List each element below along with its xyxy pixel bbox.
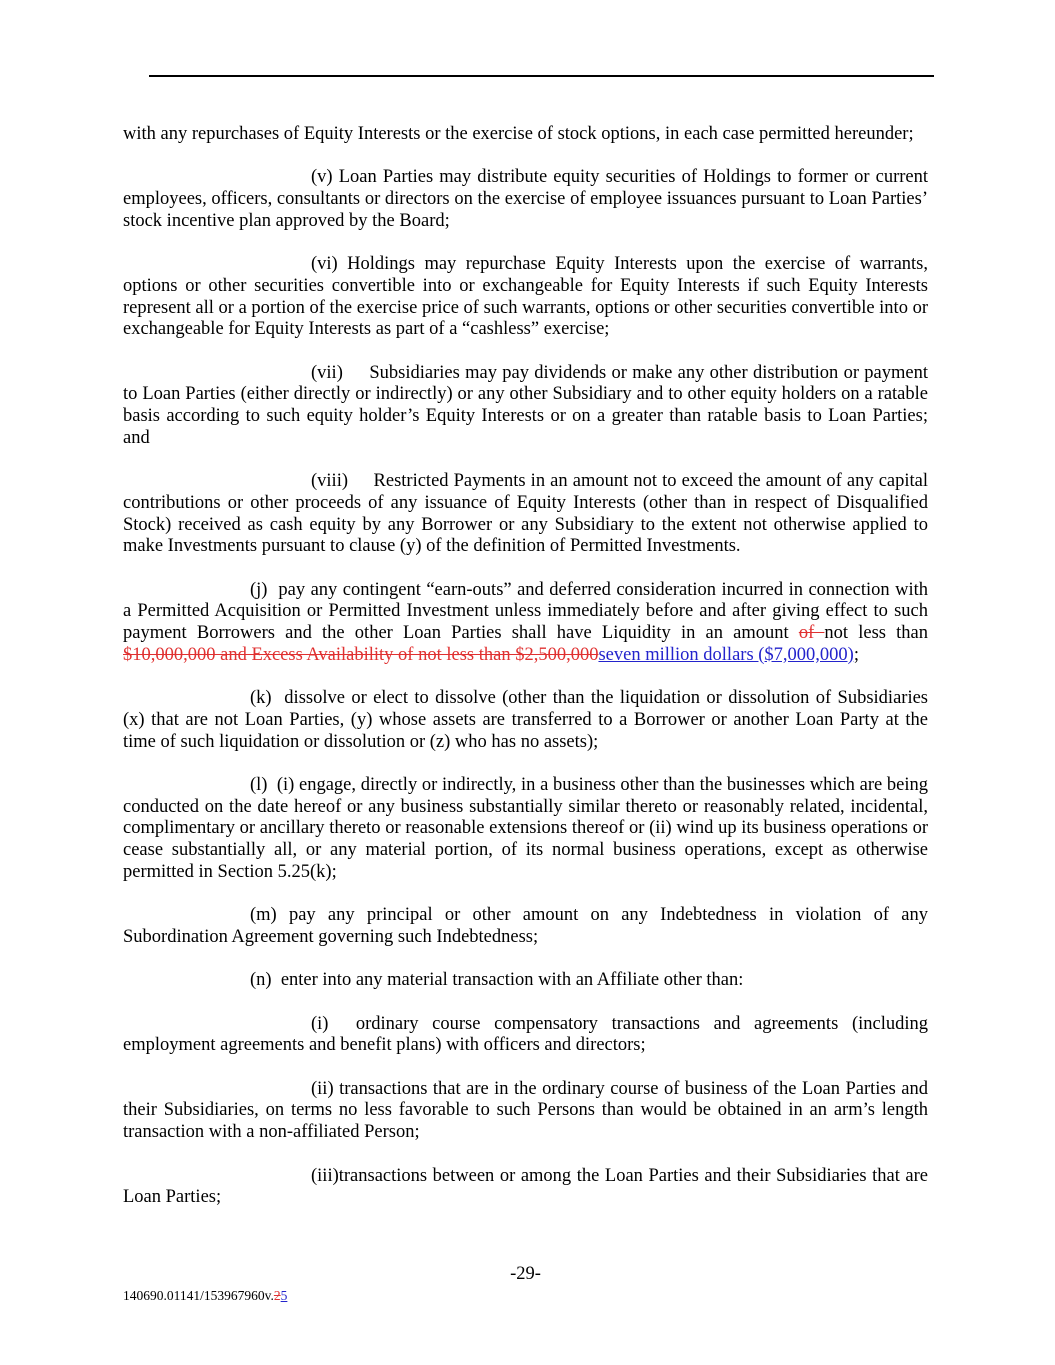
- text-run: (k) dissolve or elect to dissolve (other than the liquidation or dissolution of Subsidiaries (x) that are not Loan Parties, (y) whose assets are transferred to a Borrower or another Loan Party at the time of such liquidation or dissolution or (z) who has no assets);: [123, 688, 928, 752]
- paragraph-vii: [123, 363, 928, 450]
- paragraph-rom-ii: [123, 1079, 928, 1144]
- text-run: (iii)transactions between or among the Loan Parties and their Subsidiaries that are Loan Parties;: [123, 1165, 928, 1208]
- text-run: (n) enter into any material transaction with an Affiliate other than:: [250, 970, 744, 991]
- deleted-text: $10,000,000 and Excess Availability of not less than $2,500,000: [123, 644, 599, 665]
- paragraph-l: [123, 775, 928, 884]
- paragraph-v: [123, 167, 928, 232]
- paragraph-rom-i: [123, 1014, 928, 1057]
- paragraph-n: [123, 970, 928, 992]
- paragraph-j: [123, 580, 928, 667]
- text-run: (l) (i) engage, directly or indirectly, in a business other than the businesses which are being conducted on the date hereof or any business substantially similar thereto or reasonably related, incidental, complimentary or ancillary thereto or reasonable extensions thereof or (ii) wind up its business operations or cease substantially all, or any material portion, of its normal business operations, except as otherwise permitted in Section 5.25(k);: [123, 774, 928, 882]
- inserted-text: seven million dollars ($7,000,000): [598, 644, 854, 665]
- paragraph-k: [123, 688, 928, 753]
- text-run: (i) ordinary course compensatory transactions and agreements (including employment agreements and benefit plans) with officers and directors;: [123, 1013, 928, 1056]
- deleted-text: of: [798, 623, 825, 644]
- header-rule: [149, 75, 934, 77]
- text-run: (vii) Subsidiaries may pay dividends or make any other distribution or payment to Loan Parties (either directly or indirectly) or any other Subsidiary and to other equity holders on a ratable basis according to such equity holder’s Equity Interests or on a greater than ratable basis to Loan Parties; and: [123, 362, 928, 448]
- text-run: (ii) transactions that are in the ordinary course of business of the Loan Parties and their Subsidiaries, on terms no less favorable to such Persons than would be obtained in an arm’s length transaction with a non-affiliated Person;: [123, 1078, 928, 1143]
- deleted-text: 2: [273, 1288, 281, 1303]
- text-run: (vi) Holdings may repurchase Equity Interests upon the exercise of warrants, options or other securities convertible into or exchangeable for Equity Interests if such Equity Interests represent all or a portion of the exercise price of such warrants, options or other securities convertible into or exchangeable for Equity Interests as part of a “cashless” exercise;: [123, 254, 928, 340]
- paragraph-viii: [123, 471, 928, 558]
- text-run: (m) pay any principal or other amount on any Indebtedness in violation of any Subordination Agreement governing such Indebtedness;: [123, 905, 928, 947]
- paragraph-m: [123, 905, 928, 948]
- paragraph-rom-iii: [123, 1166, 928, 1209]
- paragraph-continuation: [123, 124, 928, 146]
- text-run: with any repurchases of Equity Interests or the exercise of stock options, in each case permitted hereunder;: [123, 124, 914, 144]
- inserted-text: 5: [280, 1288, 288, 1303]
- footer-docid: [123, 1288, 287, 1304]
- paragraph-vi: [123, 254, 928, 341]
- text-run: ;: [853, 644, 859, 665]
- text-run: (j) pay any contingent “earn-outs” and deferred consideration incurred in connection with a Permitted Acquisition or Permitted Investment unless immediately before and after giving effect to such payment Borrowers and the other Loan Parties shall have Liquidity in an amount: [123, 579, 928, 644]
- page-number: -29-: [510, 1264, 541, 1284]
- text-run: 140690.01141/153967960v.: [123, 1288, 274, 1303]
- document-body: [123, 124, 928, 1209]
- text-run: not less than: [824, 623, 928, 644]
- text-run: (v) Loan Parties may distribute equity securities of Holdings to former or current employees, officers, consultants or directors on the exercise of employee issuances pursuant to Loan Parties’ stock incentive plan approved by the Board;: [123, 167, 928, 231]
- text-run: (viii) Restricted Payments in an amount not to exceed the amount of any capital contributions or other proceeds of any issuance of Equity Interests (other than in respect of Disqualified Stock) received as cash equity by any Borrower or any Subsidiary to the extent not otherwise applied to make Investments pursuant to clause (y) of the definition of Permitted Investments.: [123, 471, 928, 557]
